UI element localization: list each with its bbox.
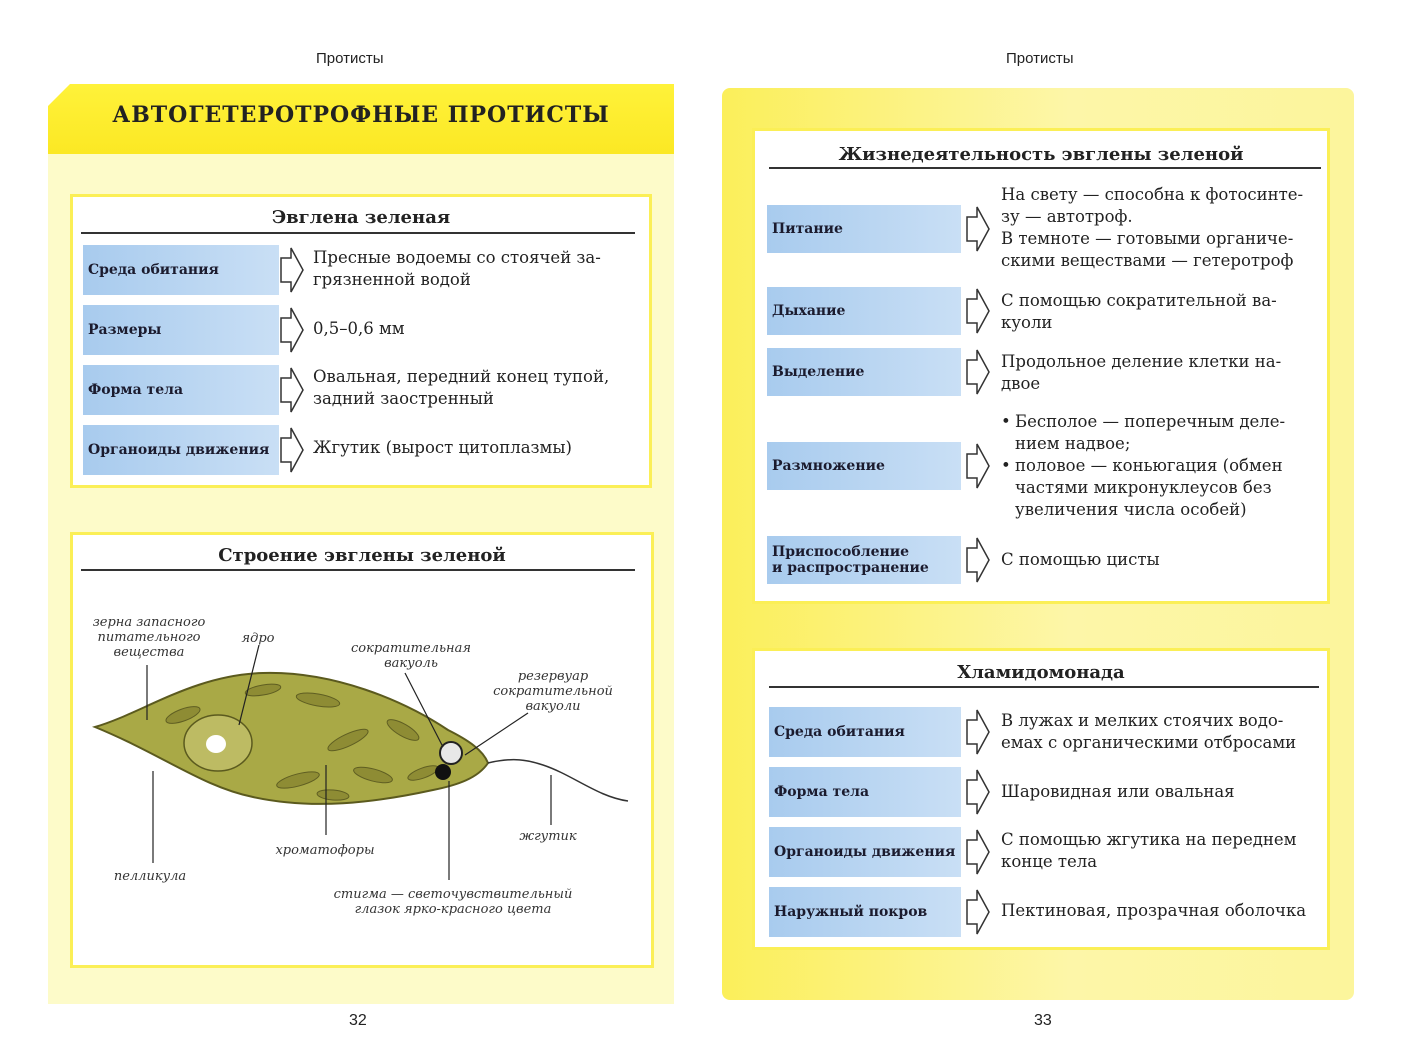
arrow-icon [965, 828, 991, 876]
structure-panel [70, 532, 654, 968]
arrow-icon [965, 205, 991, 253]
life-text-respiration: С помощью сократительной ва- куоли [1001, 291, 1277, 332]
chlamy-label-cover: Наружный покров [769, 887, 961, 937]
life-text-nutrition: На свету — способна к фотосинте- зу — автотроф. В темноте — готовыми органиче- скими веществами — гетеротроф [1001, 185, 1304, 270]
contractile-vacuole [440, 742, 462, 764]
chlamy-label-motility: Органоиды движения [769, 827, 961, 877]
life-label-nutrition: Питание [767, 205, 961, 253]
label-vacuole: сократительная вакуоль [351, 641, 471, 671]
label-chromatophores: хроматофоры [275, 843, 375, 858]
label-reservoir: резервуар сократительной вакуоли [493, 669, 613, 714]
running-head-left: Протисты [316, 50, 384, 67]
euglena-label-motility: Органоиды движения [83, 425, 279, 475]
euglena-label-size: Размеры [83, 305, 279, 355]
arrow-icon [965, 536, 991, 584]
chlamy-label-shape: Форма тела [769, 767, 961, 817]
life-title: Жизнедеятельность эвглены зеленой [838, 144, 1244, 165]
chlamy-text-shape: Шаровидная или овальная [1001, 782, 1235, 801]
arrow-icon [279, 246, 305, 294]
nucleolus [206, 735, 226, 753]
life-label-excretion: Выделение [767, 348, 961, 396]
label-pellicle: пелликула [113, 869, 187, 884]
arrow-icon [965, 708, 991, 756]
life-text-excretion: Продольное деление клетки на- двое [1001, 352, 1282, 393]
arrow-icon [965, 348, 991, 396]
arrow-icon [965, 287, 991, 335]
euglena-title-rule [81, 232, 635, 234]
life-label-adaptation: Приспособление и распространение [767, 536, 961, 584]
label-flagellum: жгутик [519, 829, 577, 844]
euglena-title: Эвглена зеленая [271, 207, 451, 228]
structure-title: Строение эвглены зеленой [218, 545, 506, 566]
list-item: • половое — коньюгация (обмен частями микронуклеусов без увеличения числа особей) [1001, 455, 1321, 521]
euglena-label-habitat: Среда обитания [83, 245, 279, 295]
label-stigma: стигма — светочувствительный глазок ярко-красного цвета [333, 887, 573, 917]
page-number-right: 33 [1034, 1012, 1052, 1029]
arrow-icon [965, 888, 991, 936]
stigma [435, 764, 451, 780]
life-label-respiration: Дыхание [767, 287, 961, 335]
euglena-text-shape: Овальная, передний конец тупой, задний заостренный [313, 367, 610, 408]
arrow-icon [279, 366, 305, 414]
page-title: АВТОГЕТЕРОТРОФНЫЕ ПРОТИСТЫ [112, 102, 610, 128]
label-grains: зерна запасного питательного вещества [92, 615, 206, 660]
page-number-left: 32 [349, 1012, 367, 1029]
list-item: • Бесполое — поперечным деле- нием надвое; [1001, 411, 1321, 455]
chlamy-label-habitat: Среда обитания [769, 707, 961, 757]
euglena-text-motility: Жгутик (вырост цитоплазмы) [313, 438, 572, 457]
chlamy-text-habitat: В лужах и мелких стоячих водо- емах с органическими отбросами [1001, 711, 1297, 752]
chlamy-text-motility: С помощью жгутика на переднем конце тела [1001, 830, 1297, 871]
flagellum [488, 760, 628, 801]
arrow-icon [965, 442, 991, 490]
life-label-reproduction: Размножение [767, 442, 961, 490]
euglena-text-size: 0,5–0,6 мм [313, 319, 405, 338]
running-head-right: Протисты [1006, 50, 1074, 67]
arrow-icon [965, 768, 991, 816]
chlamy-text-cover: Пектиновая, прозрачная оболочка [1001, 901, 1307, 920]
life-title-rule [769, 167, 1321, 169]
life-text-adaptation: С помощью цисты [1001, 550, 1160, 569]
arrow-icon [279, 426, 305, 474]
chlamy-panel [752, 648, 1330, 950]
euglena-text-habitat: Пресные водоемы со стоячей за- грязненной водой [313, 248, 601, 289]
life-reproduction-list [1001, 411, 1321, 521]
euglena-panel [70, 194, 652, 488]
arrow-icon [279, 306, 305, 354]
euglena-label-shape: Форма тела [83, 365, 279, 415]
chlamy-title-rule [769, 686, 1319, 688]
label-nucleus: ядро [241, 631, 275, 646]
life-panel [752, 128, 1330, 604]
chlamy-title: Хламидомонада [957, 662, 1125, 683]
